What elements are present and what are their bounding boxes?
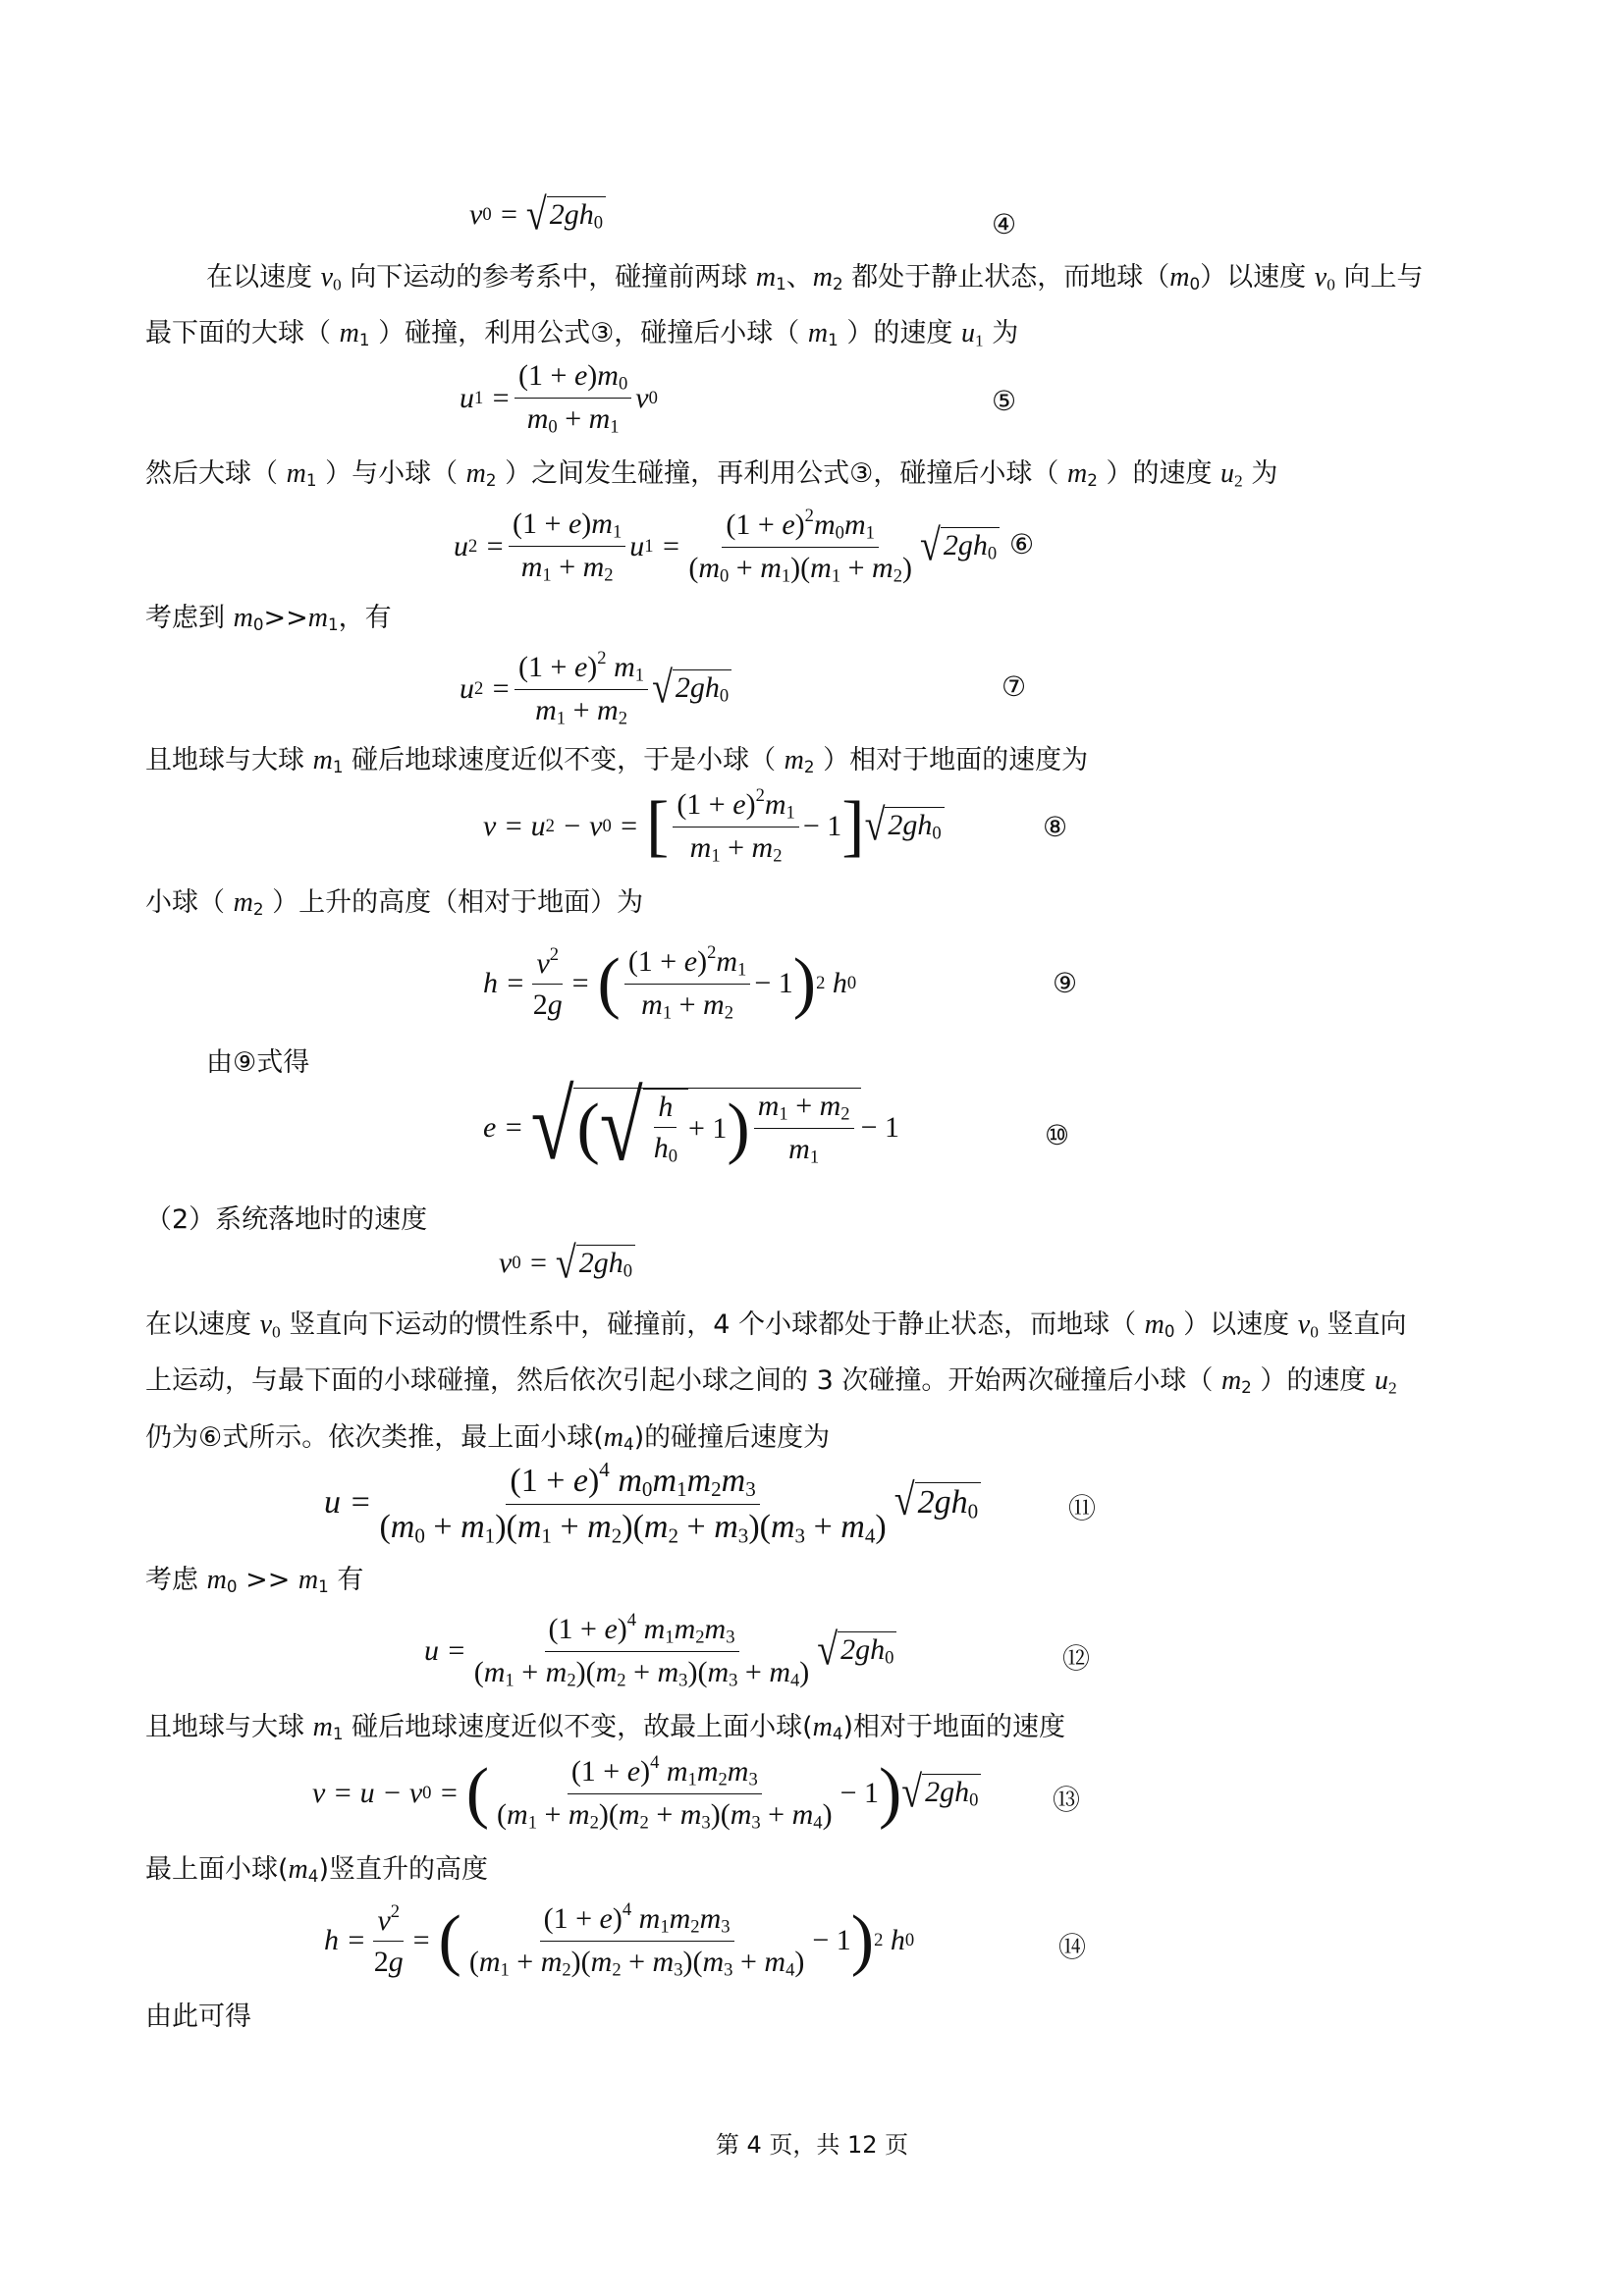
paragraph-3: 考虑到 $m_0>>m_1$，有 xyxy=(145,603,392,635)
equation-5: u 1 = $\frac{(1 + e)m_0}{m_0 + m_1}$ v 0 xyxy=(460,359,658,438)
eq-number-4: ④ xyxy=(992,208,1017,240)
paragraph-8: 在以速度 $v_0$ 竖直向下运动的惯性系中，碰撞前，4 个小球都处于静止状态，而地球（ $m_0$ ）以速度 $v_0$ 竖直向 上运动，与最下面的小球碰撞，然后依次引起小球之间的 3 次碰撞。开始两次碰撞后小球（ $m_2$ ）的速度 $u_2$ 仍为⑥式所示。依次类推，最上面小球$(m_4)$的碰撞后速度为 xyxy=(145,1309,1407,1454)
equation-v0: v 0 = √ $2gh_0$ xyxy=(499,1245,635,1283)
paragraph-1: 在以速度 $v_0$ 向下运动的参考系中，碰撞前两球 $m_1$、$m_2$ 都处于静止状态，而地球$(m_0)$以速度 $v_0$ 向上与 最下面的大球（ $m_1$ ）碰撞，利用公式③，碰撞后小球（ $m_1$ ）的速度 $u_1$ 为 xyxy=(145,262,1424,350)
eq-number-13: ⑬ xyxy=(1053,1784,1081,1816)
equation-11: u = $\frac{(1 + e)^4 m_0m_1m_2m_3}{(m_0 + m_1)(m_1 + m_2)(m_2 + m_3)(m_3 + m_4)}$ √ $2gh_0$ xyxy=(324,1458,981,1549)
equation-13: v = u − v 0 = ( $\frac{(1 + e)^4 m_1m_2m_3}{(m_1 + m_2)(m_2 + m_3)(m_3 + m_4)}$ − 1 ) √ $2gh_0$ xyxy=(312,1752,981,1835)
equation-6: u 2 = $\frac{(1 + e)m_1}{m_1 + m_2}$ u 1 = $\frac{(1 + e)^2m_0m_1}{(m_0 + m_1)(m_1 + m_2)}$ √ $2gh_0$ xyxy=(454,506,1000,588)
paragraph-11: 最上面小球$(m_4)$竖直升的高度 xyxy=(145,1854,488,1887)
equation-12: u = $\frac{(1 + e)^4 m_1m_2m_3}{(m_1 + m_2)(m_2 + m_3)(m_3 + m_4)}$ √ $2gh_0$ xyxy=(424,1610,896,1692)
equation-7: u 2 = $\frac{(1 + e)^2 m_1}{m_1 + m_2}$ √ $2gh_0$ xyxy=(460,648,731,730)
eq-number-7: ⑦ xyxy=(1001,670,1027,703)
paragraph-4: 且地球与大球 $m_1$ 碰后地球速度近似不变，于是小球（ $m_2$ ）相对于地面的速度为 xyxy=(145,745,1089,777)
paragraph-2: 然后大球（ $m_1$ ）与小球（ $m_2$ ）之间发生碰撞，再利用公式③，碰撞后小球（ $m_2$ ）的速度 $u_2$ 为 xyxy=(145,458,1278,491)
paragraph-7: （2）系统落地时的速度 xyxy=(145,1204,428,1235)
equation-8: v = u 2 − v 0 = [ $\frac{(1 + e)^2m_1}{m_1 + m_2}$ − 1 ] √ $2gh_0$ xyxy=(483,785,945,868)
equation-14: h = $\frac{v^2}{2g}$ = ( $\frac{(1 + e)^4 m_1m_2m_3}{(m_1 + m_2)(m_2 + m_3)(m_3 + m_4)}$ − 1 ) 2 h 0 xyxy=(324,1899,915,1981)
eq-number-11: ⑪ xyxy=(1068,1492,1097,1524)
paragraph-6: 由⑨式得 xyxy=(206,1047,310,1078)
page-footer: 第 4 页，共 12 页 xyxy=(715,2131,909,2159)
eq-number-9: ⑨ xyxy=(1053,967,1078,999)
paragraph-5: 小球（ $m_2$ ）上升的高度（相对于地面）为 xyxy=(145,887,644,920)
equation-4: v 0 = √ $2gh_0$ xyxy=(469,196,606,235)
equation-10: e = √ ( √ $\frac{h}{h_0}$ + 1 ) $\frac{m_1 + m_2}{m_1}$ − 1 xyxy=(483,1072,900,1183)
eq-number-8: ⑧ xyxy=(1043,811,1068,843)
paragraph-9: 考虑 $m_0 >> m_1$ 有 xyxy=(145,1565,364,1597)
paragraph-12: 由此可得 xyxy=(145,2002,251,2032)
paragraph-10: 且地球与大球 $m_1$ 碰后地球速度近似不变，故最上面小球$(m_4)$相对于地面的速度 xyxy=(145,1712,1066,1744)
eq-number-10: ⑩ xyxy=(1045,1119,1070,1151)
eq-number-6: ⑥ xyxy=(1009,528,1035,561)
eq-number-12: ⑫ xyxy=(1062,1642,1091,1675)
eq-number-5: ⑤ xyxy=(992,385,1017,417)
eq-number-14: ⑭ xyxy=(1058,1931,1087,1963)
equation-9: h = $\frac{v^2}{2g}$ = ( $\frac{(1 + e)^2m_1}{m_1 + m_2}$ − 1 ) 2 h 0 xyxy=(483,942,857,1024)
